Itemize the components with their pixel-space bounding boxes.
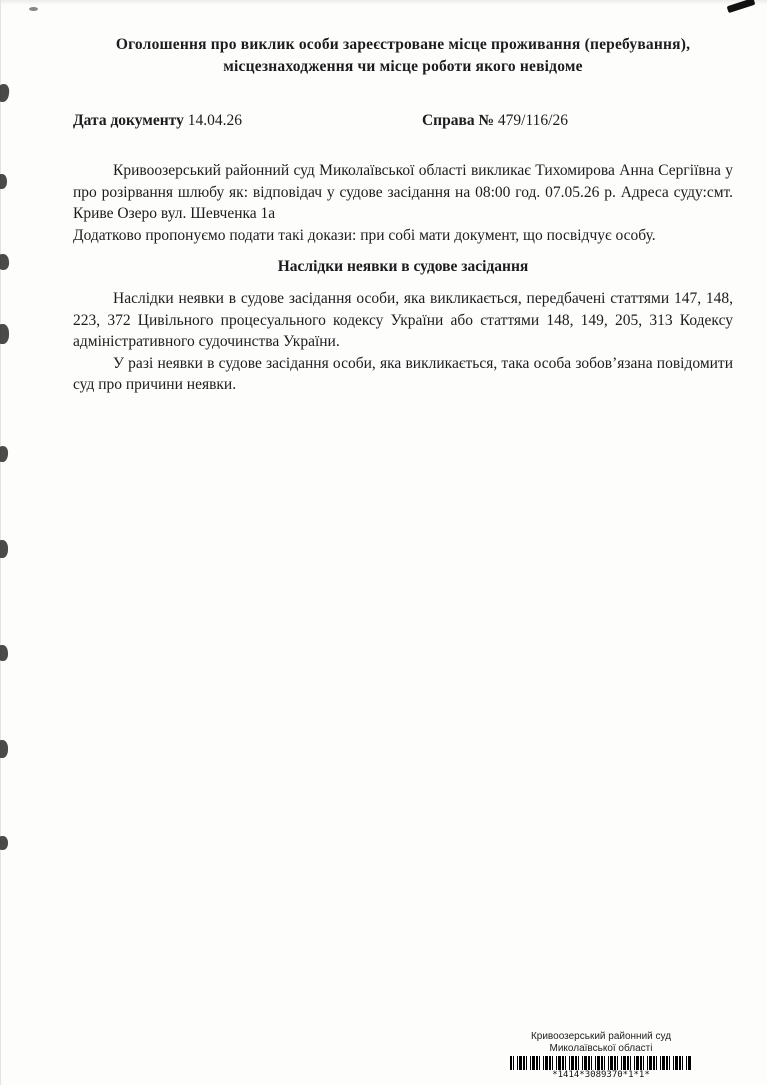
document-meta	[73, 112, 733, 130]
barcode	[510, 1056, 692, 1070]
scan-artifact	[0, 645, 9, 662]
footer-court-name-line-1: Кривоозерський районний суд	[530, 1031, 672, 1042]
document-footer	[510, 1031, 692, 1081]
document-date	[73, 112, 242, 130]
scan-artifact	[0, 740, 8, 758]
title-line-2: місцезнаходження чи місце роботи якого невідоме	[223, 58, 583, 75]
document-title	[73, 34, 733, 78]
consequences-paragraph-2: У разі неявки в судове засідання особи, яка викликається, така особа зобов’язана повідомити суд про причини неявки.	[73, 354, 733, 393]
scan-artifact-corner	[29, 7, 38, 11]
scan-artifact	[0, 540, 8, 558]
section-heading: Наслідки неявки в судове засідання	[277, 258, 529, 275]
scan-artifact	[0, 836, 8, 850]
consequences-paragraph-1: Наслідки неявки в судове засідання особи, яка викликається, передбачені статтями 147, 148, 223, 372 Цивільного процесуального кодексу України або статтями 148, 149, 205, 313 Кодексу адміністративного судочинства України.	[73, 290, 733, 350]
case-number	[422, 112, 568, 130]
barcode-text: *1414*3089370*1*1*	[552, 1070, 650, 1080]
additional-evidence-line: Додатково пропонуємо подати такі докази: при собі мати документ, що посвідчує особу.	[73, 226, 656, 244]
document-content	[1, 0, 767, 396]
footer-court-name-line-2: Миколаївської області	[549, 1042, 653, 1054]
date-label: Дата документу	[73, 112, 184, 129]
scan-artifact	[0, 446, 9, 463]
date-value: 14.04.26	[187, 112, 242, 129]
title-line-1: Оголошення про виклик особи зареєстроване місце проживання (перебування),	[115, 36, 691, 53]
case-label: Справа №	[421, 112, 495, 129]
summons-paragraph: Кривоозерський районний суд Миколаївської області викликає Тихомирова Анна Сергіївна у про розірвання шлюбу як: відповідач у судове засідання на 08:00 год. 07.05.26 р. Адреса суду:смт. Криве Озеро вул. Шевченка 1а	[73, 162, 733, 222]
case-value: 479/116/26	[497, 112, 568, 129]
